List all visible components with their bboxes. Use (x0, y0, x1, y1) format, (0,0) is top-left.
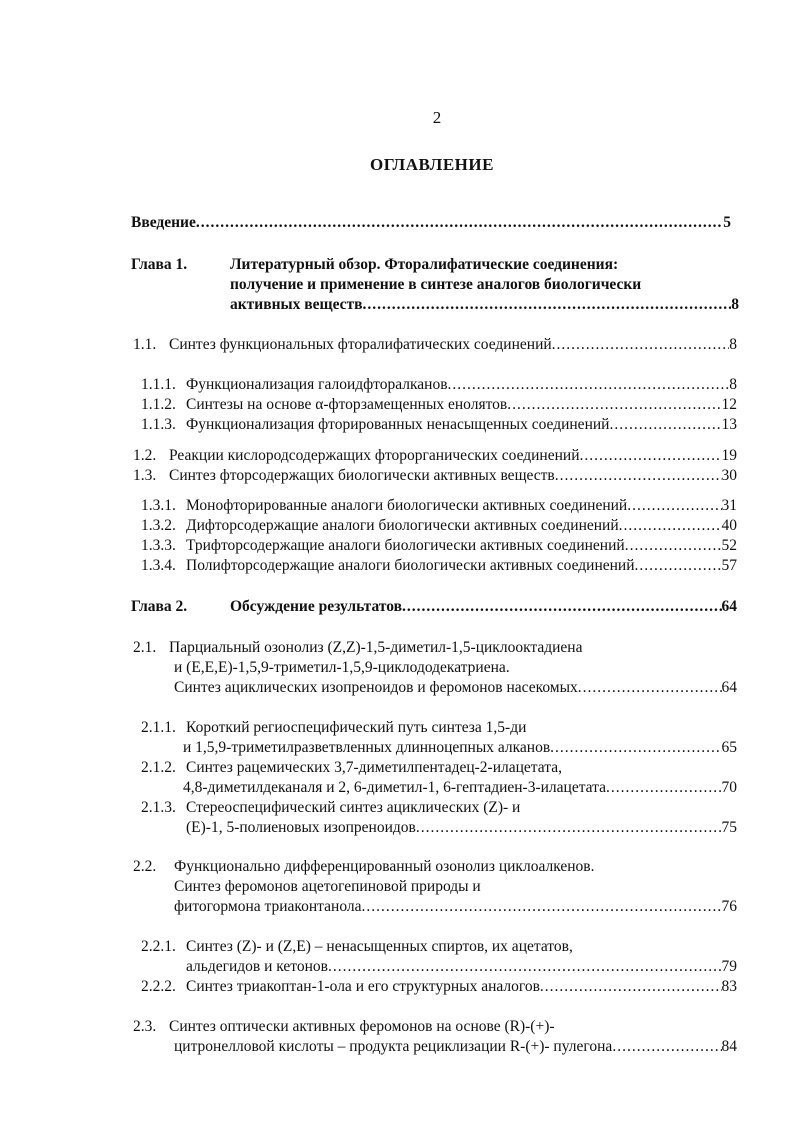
entry-text: Обсуждение результатов (230, 598, 402, 615)
toc-entry-1-1-1[interactable] (141, 376, 737, 394)
entry-number: 1.3.4. (141, 557, 176, 574)
entry-page: 30 (721, 467, 737, 484)
entry-2-1-3-line1: Стереоспецифический синтез ациклических (Z)- и (186, 799, 521, 816)
entry-number: 1.3.2. (141, 517, 176, 534)
entry-page: 8 (729, 336, 737, 353)
entry-text: цитронелловой кислоты – продукта рециклизации R-(+)- пулегона (174, 1038, 613, 1055)
entry-page: 70 (721, 779, 737, 796)
leader-dots (402, 598, 722, 616)
toc-entry-1-1-3[interactable] (141, 416, 737, 434)
entry-text: и 1,5,9-триметилразветвленных длинноцепных алканов (183, 739, 551, 756)
leader-dots (609, 416, 721, 434)
leader-dots (507, 396, 721, 414)
entry-2-3-number: 2.3. (133, 1018, 157, 1035)
entry-page: 19 (721, 447, 737, 464)
leader-dots (555, 467, 722, 485)
entry-2-1-number: 2.1. (133, 639, 157, 656)
entry-2-3-line1: Синтез оптически активных феромонов на основе (R)-(+)- (169, 1018, 555, 1035)
entry-page: 8 (731, 296, 739, 313)
entry-text: (E)-1, 5-полиеновых изопреноидов (186, 819, 416, 836)
entry-page: 13 (721, 416, 737, 433)
chapter2-label: Глава 2. (131, 598, 188, 615)
entry-page: 65 (721, 739, 737, 756)
entry-text: Трифторсодержащие аналоги биологически активных соединений (186, 537, 625, 554)
entry-text: Монофторированные аналоги биологически активных соединений (186, 497, 628, 514)
leader-dots (552, 336, 730, 354)
entry-2-1-1-number: 2.1.1. (141, 719, 176, 736)
leader-dots (196, 214, 723, 232)
toc-entry-1-3-1[interactable] (141, 497, 737, 515)
entry-text: Полифторсодержащие аналоги биологически активных соединений (186, 557, 635, 574)
entry-number: 1.1.2. (141, 396, 176, 413)
entry-number: 1.1.1. (141, 376, 176, 393)
entry-page: 75 (721, 819, 737, 836)
entry-2-1-line1: Парциальный озонолиз (Z,Z)-1,5-диметил-1,5-циклооктадиена (169, 639, 583, 656)
toc-entry-chapter2[interactable] (131, 598, 737, 616)
leader-dots (627, 497, 721, 515)
entry-text: Синтезы на основе α-фторзамещенных енолятов (186, 396, 508, 413)
entry-text: активных веществ (230, 296, 363, 313)
entry-2-2-1-number: 2.2.1. (141, 938, 176, 955)
entry-number: 1.2. (133, 447, 157, 464)
entry-text: Синтез триакоптан-1-ола и его структурных аналогов (186, 978, 540, 995)
leader-dots (625, 537, 722, 555)
leader-dots (578, 679, 722, 697)
entry-text: Реакции кислородсодержащих фторорганических соединений (169, 447, 580, 464)
chapter1-label: Глава 1. (131, 256, 188, 273)
entry-text: альдегидов и кетонов (186, 958, 328, 975)
entry-2-1-2-number: 2.1.2. (141, 759, 176, 776)
toc-entry-2-1-1[interactable] (183, 739, 737, 757)
chapter1-line2: получение и применение в синтезе аналогов биологически (230, 276, 642, 293)
entry-page: 40 (721, 517, 737, 534)
leader-dots (361, 898, 721, 916)
entry-2-2-number: 2.2. (133, 858, 157, 875)
entry-page: 64 (721, 679, 737, 696)
entry-page: 8 (729, 376, 737, 393)
leader-dots (635, 557, 722, 575)
entry-number: 1.3.1. (141, 497, 176, 514)
entry-page: 5 (723, 214, 731, 231)
entry-text: 4,8-диметилдеканаля и 2, 6-диметил-1, 6-гептадиен-3-илацетата (183, 779, 606, 796)
entry-2-1-1-line1: Короткий региоспецифический путь синтеза 1,5-ди (186, 719, 527, 736)
leader-dots (612, 1038, 721, 1056)
page-number: 2 (432, 108, 442, 127)
entry-page: 64 (721, 598, 737, 615)
entry-2-1-2-line1: Синтез рацемических 3,7-диметилпентадец-2-илацетата, (186, 759, 562, 776)
toc-entry-1-3[interactable] (133, 467, 737, 485)
entry-page: 79 (721, 958, 737, 975)
toc-entry-1-3-4[interactable] (141, 557, 737, 575)
entry-text: фитогормона триаконтанола (174, 898, 362, 915)
entry-2-2-line2: Синтез феромонов ацетогепиновой природы и (174, 878, 481, 895)
toc-entry-2-2-1[interactable] (186, 958, 737, 976)
entry-2-2-1-line1: Синтез (Z)- и (Z,E) – ненасыщенных спиртов, их ацетатов, (186, 938, 573, 955)
toc-entry-1-3-3[interactable] (141, 537, 737, 555)
leader-dots (416, 819, 722, 837)
entry-page: 84 (721, 1038, 737, 1055)
entry-text: Синтез функциональных фторалифатических соединений (169, 336, 552, 353)
entry-2-1-3-number: 2.1.3. (141, 799, 176, 816)
leader-dots (328, 958, 722, 976)
toc-entry-1-3-2[interactable] (141, 517, 737, 535)
entry-text: Введение (131, 214, 196, 231)
entry-number: 1.3. (133, 467, 157, 484)
entry-page: 83 (721, 978, 737, 995)
entry-text: Дифторсодержащие аналоги биологически активных соединений (186, 517, 619, 534)
toc-entry-chapter1[interactable] (230, 296, 739, 314)
toc-entry-2-2[interactable] (174, 898, 737, 916)
leader-dots (580, 447, 722, 465)
chapter1-line1: Литературный обзор. Фторалифатические соединения: (230, 256, 619, 273)
entry-page: 52 (721, 537, 737, 554)
leader-dots (619, 517, 722, 535)
entry-number: 2.2.2. (141, 978, 176, 995)
entry-page: 57 (721, 557, 737, 574)
entry-page: 12 (721, 396, 737, 413)
leader-dots (606, 779, 722, 797)
toc-entry-2-1-2[interactable] (183, 779, 737, 797)
leader-dots (448, 376, 730, 394)
toc-entry-2-1[interactable] (174, 679, 737, 697)
entry-text: Функционализация галоидфторалканов (186, 376, 448, 393)
toc-entry-2-3[interactable] (174, 1038, 737, 1056)
toc-entry-1-2[interactable] (133, 447, 737, 465)
entry-text: Синтез фторсодержащих биологически активных веществ (169, 467, 555, 484)
entry-number: 1.3.3. (141, 537, 176, 554)
toc-title: ОГЛАВЛЕНИЕ (370, 155, 494, 174)
entry-number: 1.1. (133, 336, 157, 353)
entry-2-2-line1: Функционально дифференцированный озонолиз циклоалкенов. (174, 858, 595, 875)
entry-page: 31 (721, 497, 737, 514)
toc-entry-2-1-3[interactable] (186, 819, 737, 837)
entry-text: Синтез ациклических изопреноидов и феромонов насекомых (174, 679, 578, 696)
entry-page: 76 (721, 898, 737, 915)
toc-entry-2-2-2[interactable] (141, 978, 737, 996)
leader-dots (540, 978, 722, 996)
entry-2-1-line2: и (E,E,E)-1,5,9-триметил-1,5,9-циклододекатриена. (174, 659, 510, 676)
toc-entry-1-1-2[interactable] (141, 396, 737, 414)
entry-text: Функционализация фторированных ненасыщенных соединений (186, 416, 610, 433)
toc-entry-intro[interactable] (131, 214, 731, 232)
entry-number: 1.1.3. (141, 416, 176, 433)
toc-entry-1-1[interactable] (133, 336, 737, 354)
leader-dots (550, 739, 721, 757)
leader-dots (363, 296, 732, 314)
